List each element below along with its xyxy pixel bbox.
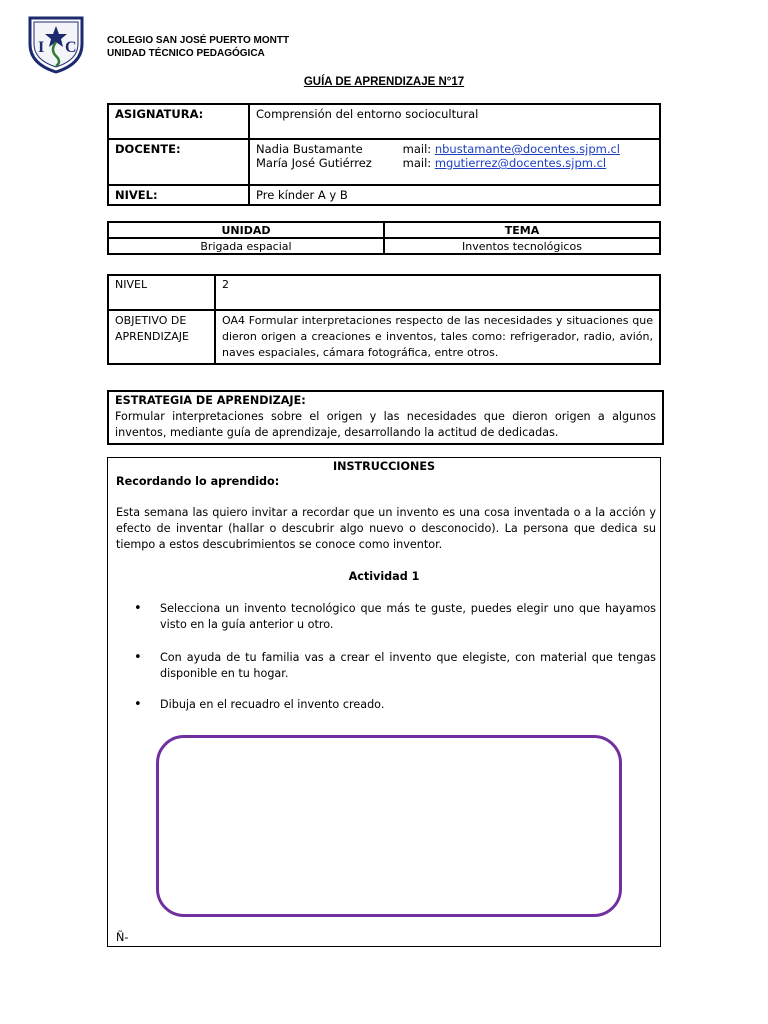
drawing-area[interactable]: [156, 735, 622, 917]
objective-level-label: NIVEL: [108, 275, 215, 310]
unit-topic-table: [107, 221, 661, 255]
bullet-item: [128, 601, 656, 633]
bullet-icon: •: [134, 650, 142, 665]
unit-topic-value-row: [108, 238, 660, 254]
learning-strategy-box: [107, 390, 664, 445]
mail-label: mail:: [402, 142, 432, 156]
topic-value: Inventos tecnológicos: [384, 238, 660, 254]
objective-label: OBJETIVO DE APRENDIZAJE: [108, 310, 215, 364]
bullet-text: Dibuja en el recuadro el invento creado.: [160, 698, 385, 711]
teacher-row: [108, 139, 660, 185]
footer-mark: Ñ-: [116, 931, 129, 944]
instructions-paragraph: Esta semana las quiero invitar a recordar que un invento es una cosa inventada o a la acción y efecto de inventar (hallar o descubrir algo nuevo o desconocido). La persona que dedica su tiempo a estos descubrimientos se conoce como inventor.: [116, 506, 656, 551]
subject-value: Comprensión del entorno sociocultural: [249, 104, 660, 139]
guide-title: GUÍA DE APRENDIZAJE N°17: [303, 76, 465, 88]
school-name: COLEGIO SAN JOSÉ PUERTO MONTT: [107, 35, 290, 46]
bullet-text: Selecciona un invento tecnológico que más te guste, puedes elegir uno que hayamos visto en la guía anterior u otro.: [160, 602, 656, 631]
info-table: [107, 103, 661, 206]
level-row: [108, 185, 660, 205]
school-info: [107, 34, 289, 60]
objective-level-value: 2: [215, 275, 660, 310]
svg-text:C: C: [65, 39, 77, 56]
strategy-title: ESTRATEGIA DE APRENDIZAJE:: [115, 394, 306, 407]
level-value: Pre kínder A y B: [249, 185, 660, 205]
teacher-email-link[interactable]: mgutierrez@docentes.sjpm.cl: [434, 156, 607, 170]
svg-text:I: I: [38, 39, 45, 56]
bullet-text: Con ayuda de tu familia vas a crear el invento que elegiste, con material que tengas disponible en tu hogar.: [160, 651, 656, 680]
teacher-label: DOCENTE:: [108, 139, 249, 185]
instructions-box: [107, 457, 661, 947]
objective-row: [108, 310, 660, 364]
teacher-entry: [256, 156, 653, 170]
topic-header: TEMA: [384, 222, 660, 238]
mail-label: mail:: [402, 156, 432, 170]
strategy-text: Formular interpretaciones sobre el origen y las necesidades que dieron origen a algunos inventos, mediante guía de aprendizaje, desarrollando la actitud de dedicadas.: [115, 410, 656, 439]
objective-level-row: [108, 275, 660, 310]
bullet-icon: •: [134, 601, 142, 616]
unit-topic-header-row: [108, 222, 660, 238]
objective-table: [107, 274, 661, 365]
bullet-item: [128, 697, 656, 713]
school-unit: UNIDAD TÉCNICO PEDAGÓGICA: [107, 48, 265, 59]
teacher-email-link[interactable]: nbustamante@docentes.sjpm.cl: [434, 142, 620, 156]
teacher-name: María José Gutiérrez: [256, 156, 372, 170]
school-crest-logo: [24, 14, 88, 74]
teacher-entry: [256, 142, 653, 156]
instructions-title: INSTRUCCIONES: [332, 460, 436, 473]
instructions-subtitle: Recordando lo aprendido:: [116, 475, 280, 488]
teacher-list: [249, 139, 660, 185]
bullet-item: [128, 650, 656, 682]
teacher-name: Nadia Bustamante: [256, 142, 363, 156]
subject-label: ASIGNATURA:: [108, 104, 249, 139]
activity-title: Actividad 1: [348, 570, 420, 583]
subject-row: [108, 104, 660, 139]
level-label: NIVEL:: [108, 185, 249, 205]
objective-value: OA4 Formular interpretaciones respecto de las necesidades y situaciones que dieron origen a creaciones e inventos, tales como: refrigerador, radio, avión, naves espaciales, cámara fotográfica, entre otros.: [215, 310, 660, 364]
unit-value: Brigada espacial: [108, 238, 384, 254]
unit-header: UNIDAD: [108, 222, 384, 238]
bullet-icon: •: [134, 697, 142, 712]
